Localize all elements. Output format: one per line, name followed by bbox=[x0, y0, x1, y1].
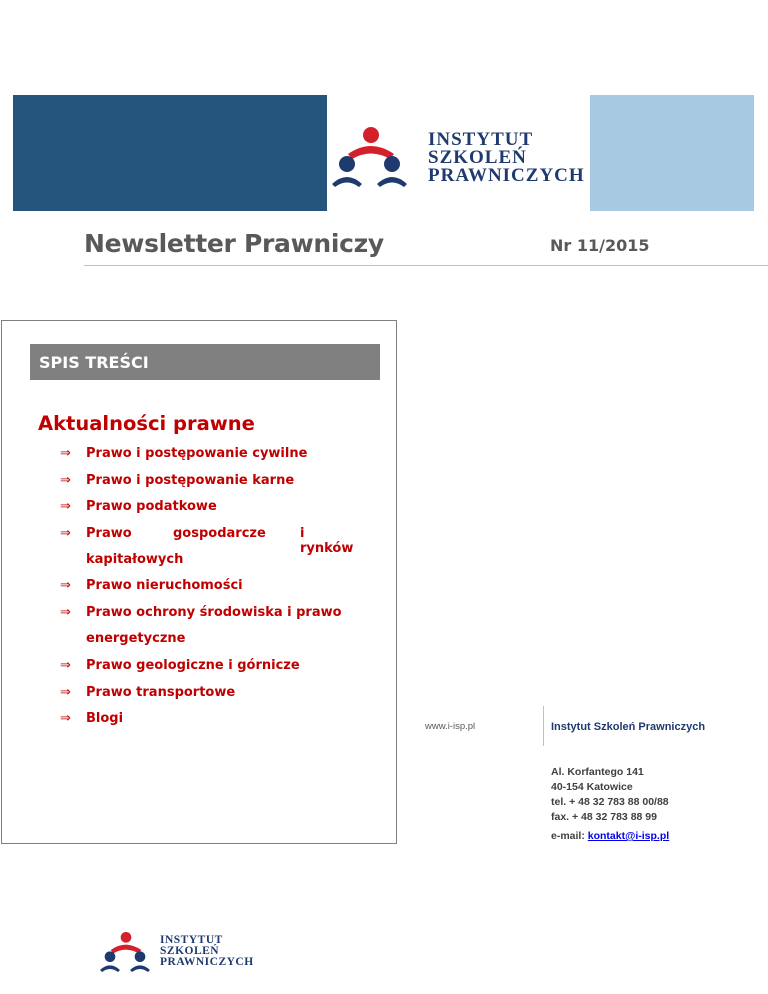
arrow-right-icon: ⇒ bbox=[60, 685, 71, 700]
toc-item[interactable] bbox=[60, 685, 235, 700]
toc-item[interactable] bbox=[60, 473, 294, 488]
logo-wordmark bbox=[428, 130, 585, 184]
arrow-right-icon: ⇒ bbox=[60, 499, 71, 514]
footer-logo-line-1: INSTYTUT bbox=[160, 934, 223, 946]
contact-email bbox=[551, 830, 669, 842]
email-label: e-mail: bbox=[551, 830, 588, 842]
issue-number: Nr 11/2015 bbox=[550, 236, 650, 255]
address-line: 40-154 Katowice bbox=[551, 781, 633, 793]
logo-line-2: SZKOLEŃ bbox=[428, 147, 527, 168]
logo-icon bbox=[330, 124, 412, 190]
arrow-right-icon: ⇒ bbox=[60, 526, 71, 541]
arrow-right-icon: ⇒ bbox=[60, 578, 71, 593]
footer-logo-wordmark bbox=[160, 935, 254, 968]
arrow-right-icon: ⇒ bbox=[60, 711, 71, 726]
header-banner-left bbox=[13, 95, 327, 211]
toc-item[interactable] bbox=[60, 526, 360, 556]
arrow-right-icon: ⇒ bbox=[60, 605, 71, 620]
footer-logo-icon bbox=[98, 930, 154, 974]
toc-item-label: Prawo ochrony środowiska i prawo bbox=[86, 605, 342, 620]
footer-logo-line-2: SZKOLEŃ bbox=[160, 945, 220, 957]
title-divider bbox=[84, 265, 768, 266]
website-link[interactable]: www.i-isp.pl bbox=[425, 721, 476, 732]
toc-item[interactable] bbox=[60, 578, 243, 593]
toc-item-continuation[interactable]: energetyczne bbox=[86, 631, 186, 646]
toc-item-label: Blogi bbox=[86, 711, 124, 726]
toc-item-label: Prawo geologiczne i górnicze bbox=[86, 658, 300, 673]
toc-item-label: Prawo transportowe bbox=[86, 685, 236, 700]
toc-header: SPIS TREŚCI bbox=[30, 344, 380, 380]
toc-item-label-part: gospodarcze bbox=[173, 526, 266, 541]
toc-item-label: Prawo i postępowanie cywilne bbox=[86, 446, 308, 461]
logo-line-3: PRAWNICZYCH bbox=[428, 165, 585, 186]
toc-item-label-part: i rynków bbox=[300, 526, 354, 556]
header-banner-right bbox=[590, 95, 754, 211]
toc-item[interactable] bbox=[60, 711, 123, 726]
arrow-right-icon: ⇒ bbox=[60, 658, 71, 673]
footer-logo-line-3: PRAWNICZYCH bbox=[160, 956, 254, 968]
phone-line: tel. + 48 32 783 88 00/88 bbox=[551, 796, 669, 808]
toc-item[interactable] bbox=[60, 605, 342, 620]
toc-item[interactable] bbox=[60, 446, 307, 461]
toc-item[interactable] bbox=[60, 658, 300, 673]
arrow-right-icon: ⇒ bbox=[60, 473, 71, 488]
toc-item-continuation[interactable]: kapitałowych bbox=[86, 552, 184, 567]
address-line: Al. Korfantego 141 bbox=[551, 766, 644, 778]
toc-item-label: Prawo nieruchomości bbox=[86, 578, 243, 593]
logo-line-1: INSTYTUT bbox=[428, 129, 534, 150]
toc-item[interactable] bbox=[60, 499, 217, 514]
toc-item-label: Prawo podatkowe bbox=[86, 499, 217, 514]
toc-item-label: Prawo i postępowanie karne bbox=[86, 473, 295, 488]
toc-section-heading: Aktualności prawne bbox=[38, 412, 255, 435]
page-title: Newsletter Prawniczy bbox=[84, 229, 384, 258]
fax-line: fax. + 48 32 783 88 99 bbox=[551, 811, 657, 823]
contact-address bbox=[551, 765, 669, 825]
toc-item-label-part: Prawo bbox=[86, 526, 132, 541]
arrow-right-icon: ⇒ bbox=[60, 446, 71, 461]
contact-divider bbox=[543, 706, 544, 746]
contact-organization: Instytut Szkoleń Prawniczych bbox=[551, 721, 706, 733]
email-link[interactable]: kontakt@i-isp.pl bbox=[587, 830, 670, 842]
